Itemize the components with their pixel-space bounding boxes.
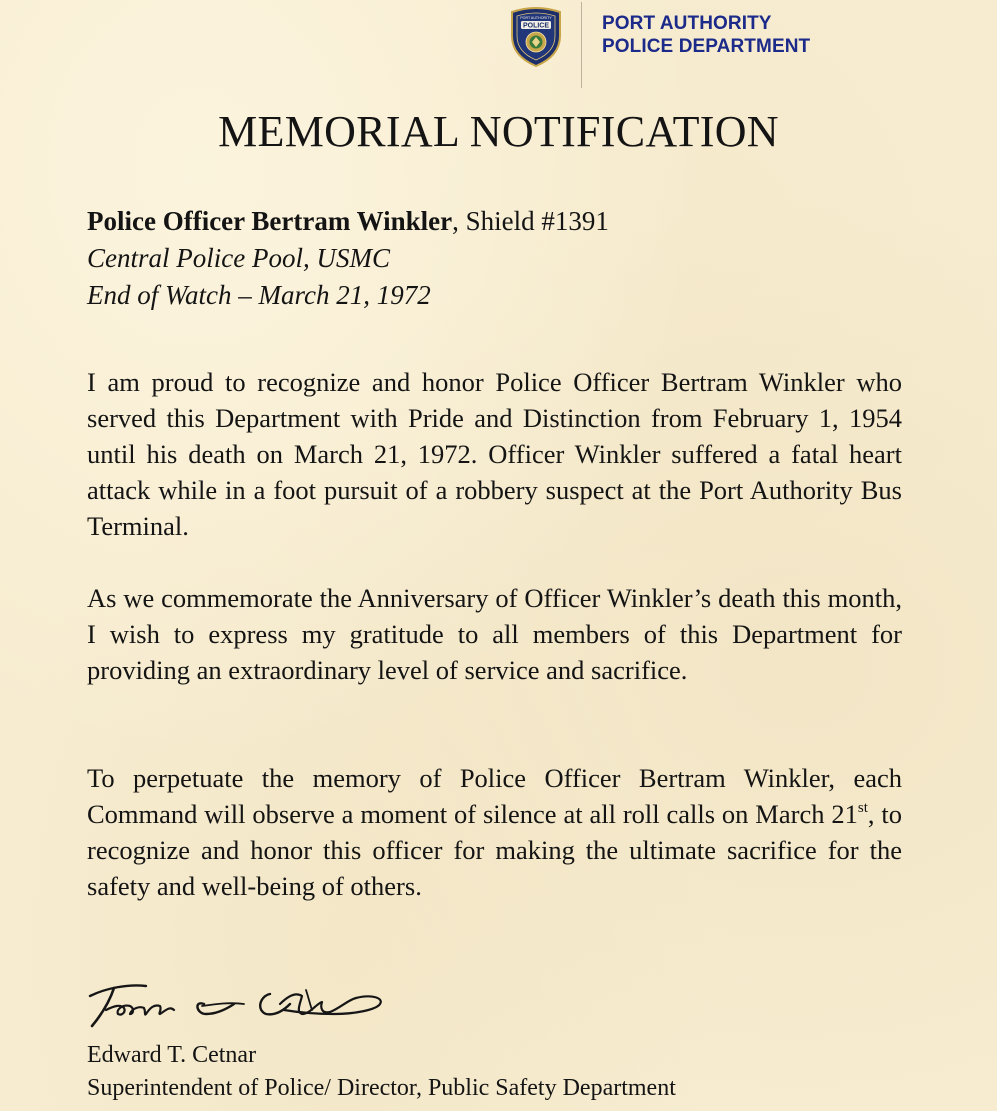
svg-text:PORT AUTHORITY: PORT AUTHORITY: [520, 16, 552, 20]
signatory-name: Edward T. Cetnar: [87, 1042, 257, 1068]
department-name: [602, 12, 810, 58]
document-title: MEMORIAL NOTIFICATION: [218, 107, 779, 156]
signatory-title: Superintendent of Police/ Director, Public Safety Department: [87, 1075, 676, 1101]
body-paragraph-1: I am proud to recognize and honor Police Officer Bertram Winkler who served this Department with Pride and Distinction from February 1, 1954 until his death on March 21, 1972. Officer Winkler suffered a fatal heart attack while in a foot pursuit of a robbery suspect at the Port Authority Bus Terminal.: [87, 367, 902, 541]
body-paragraph-2: As we commemorate the Anniversary of Officer Winkler’s death this month, I wish to express my gratitude to all members of this Department for providing an extraordinary level of service and sacrifice.: [87, 583, 902, 685]
paragraph-3-end: , to recognize and honor this officer for making the ultimate sacrifice for the safety and well-being of others.: [87, 799, 902, 901]
date-ordinal-suffix: st: [857, 800, 868, 816]
department-name-line1: PORT AUTHORITY: [602, 13, 772, 34]
letterhead-divider: [581, 2, 582, 88]
officer-name-line: [87, 203, 609, 240]
police-badge-logo: [508, 6, 564, 68]
officer-unit: Central Police Pool, USMC: [87, 243, 390, 273]
officer-details: [87, 203, 609, 314]
officer-shield: , Shield #1391: [452, 206, 609, 236]
paragraph-3-start: To perpetuate the memory of Police Officer Bertram Winkler, each Command will observe a moment of silence at all roll calls on March 21: [87, 763, 902, 829]
body-paragraph-3: [87, 760, 902, 904]
end-of-watch: End of Watch – March 21, 1972: [87, 280, 431, 310]
svg-text:POLICE: POLICE: [522, 22, 550, 30]
officer-name: Police Officer Bertram Winkler: [87, 206, 453, 236]
handwritten-signature: [84, 974, 394, 1034]
department-name-line2: POLICE DEPARTMENT: [602, 36, 811, 57]
